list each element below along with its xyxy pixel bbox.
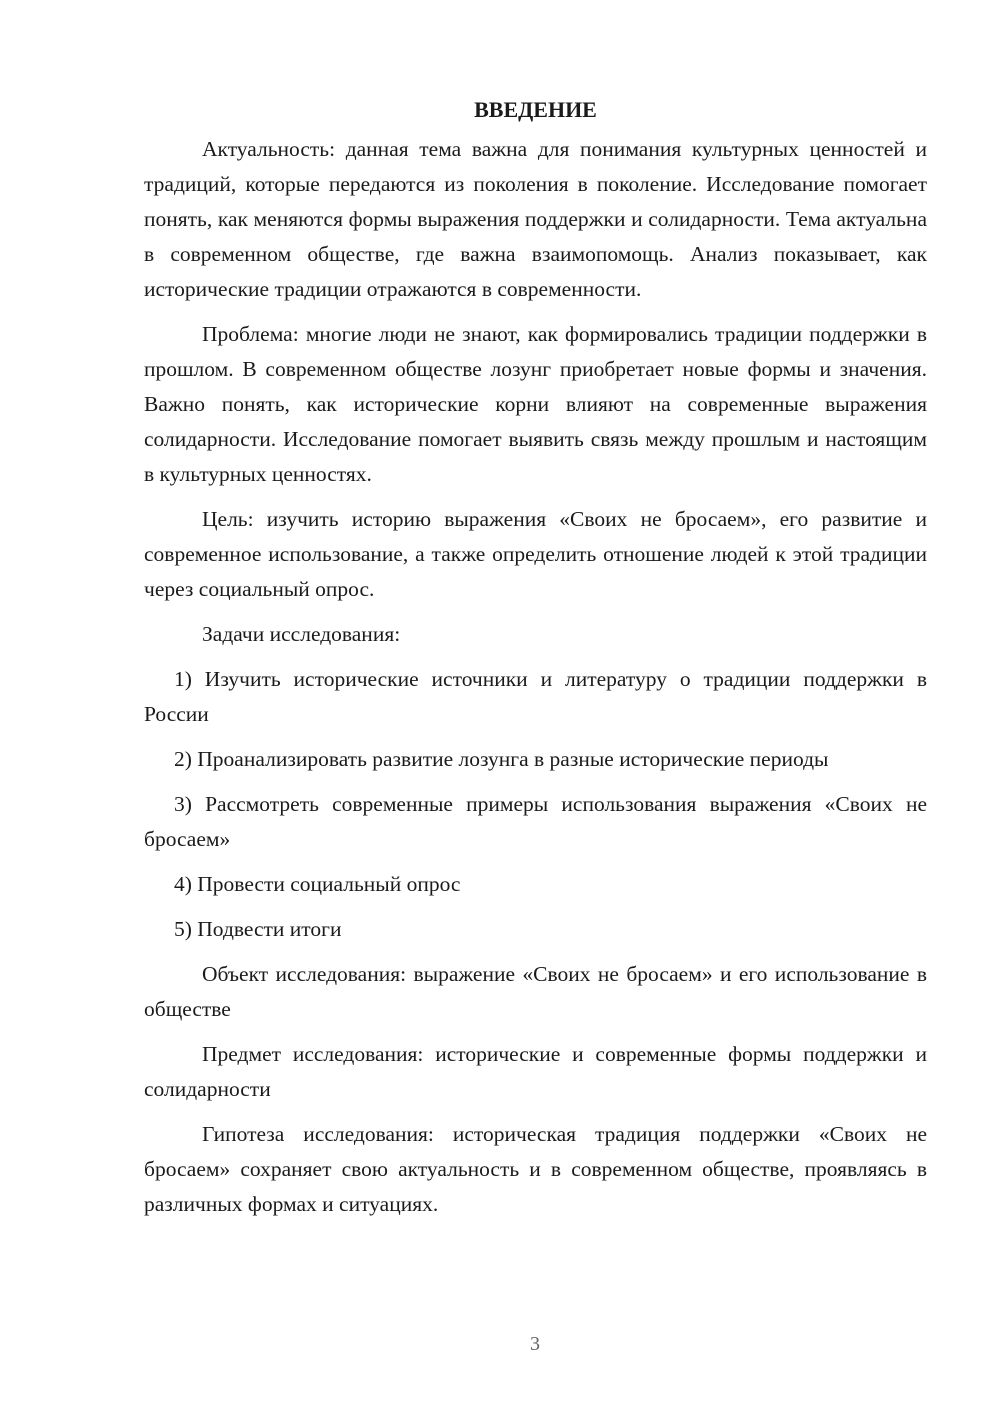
section-heading: ВВЕДЕНИЕ bbox=[474, 97, 597, 122]
task-item-5: 5) Подвести итоги bbox=[174, 917, 342, 941]
page-number: 3 bbox=[530, 1333, 540, 1355]
document-page bbox=[144, 92, 927, 1232]
task-item-2: 2) Проанализировать развитие лозунга в разные исторические периоды bbox=[174, 747, 829, 771]
paragraph-subject: Предмет исследования: исторические и современные формы поддержки и солидарности bbox=[144, 1042, 927, 1101]
task-item-3: 3) Рассмотреть современные примеры использования выражения «Своих не бросаем» bbox=[144, 792, 927, 851]
tasks-heading: Задачи исследования: bbox=[202, 622, 401, 646]
task-item-4: 4) Провести социальный опрос bbox=[174, 872, 461, 896]
paragraph-relevance: Актуальность: данная тема важна для понимания культурных ценностей и традиций, которые передаются из поколения в поколение. Исследование помогает понять, как меняются формы выражения поддержки и солидарности. Тема актуальна в современном обществе, где важна взаимопомощь. Анализ показывает, как исторические традиции отражаются в современности. bbox=[144, 137, 927, 301]
paragraph-object: Объект исследования: выражение «Своих не бросаем» и его использование в обществе bbox=[144, 962, 927, 1021]
paragraph-hypothesis: Гипотеза исследования: историческая традиция поддержки «Своих не бросаем» сохраняет свою актуальность и в современном обществе, проявляясь в различных формах и ситуациях. bbox=[144, 1122, 927, 1216]
paragraph-problem: Проблема: многие люди не знают, как формировались традиции поддержки в прошлом. В современном обществе лозунг приобретает новые формы и значения. Важно понять, как исторические корни влияют на современные выражения солидарности. Исследование помогает выявить связь между прошлым и настоящим в культурных ценностях. bbox=[144, 322, 927, 486]
paragraph-goal: Цель: изучить историю выражения «Своих не бросаем», его развитие и современное использование, а также определить отношение людей к этой традиции через социальный опрос. bbox=[144, 507, 927, 601]
task-item-1: 1) Изучить исторические источники и литературу о традиции поддержки в России bbox=[144, 667, 927, 726]
